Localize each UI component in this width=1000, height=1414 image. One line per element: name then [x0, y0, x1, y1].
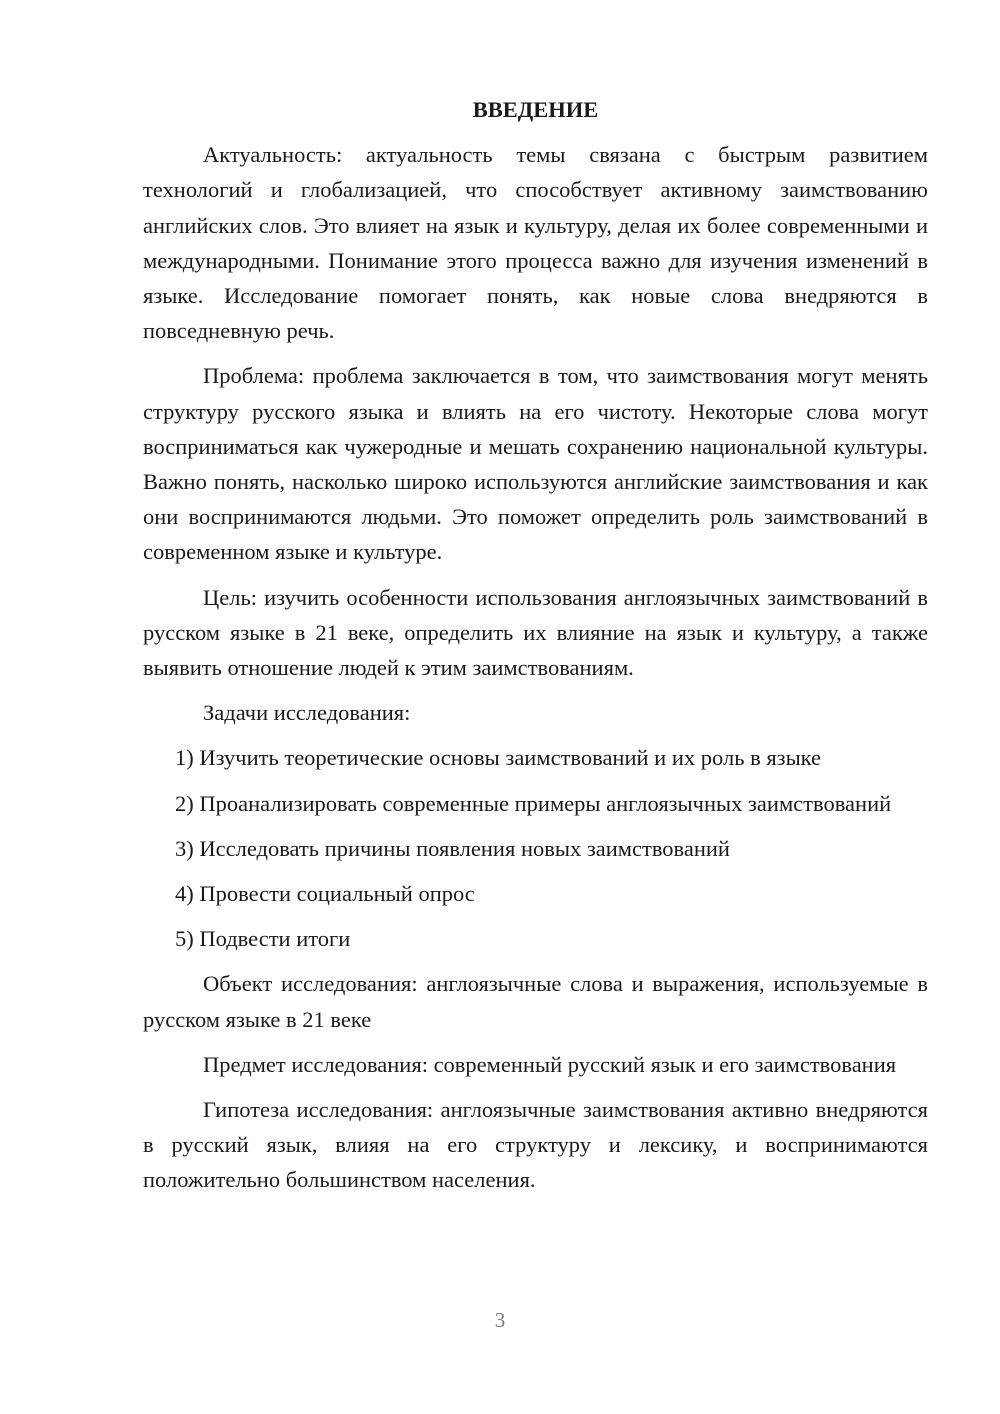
paragraph-goal: Цель: изучить особенности использования англоязычных заимствований в русском языке в 21 веке, определить их влияние на язык и культуру, а также выявить отношение людей к этим заимствованиям.	[143, 584, 928, 681]
tasks-heading: Задачи исследования:	[203, 700, 411, 726]
paragraph-hypothesis: Гипотеза исследования: англоязычные заимствования активно внедряются в русский язык, влияя на его структуру и лексику, и воспринимаются положительно большинством населения.	[143, 1097, 928, 1193]
paragraph-subject: Предмет исследования: современный русский язык и его заимствования	[203, 1051, 897, 1077]
page-number: 3	[494, 1308, 506, 1332]
document-page	[143, 92, 928, 1208]
task-item: 1) Изучить теоретические основы заимствований и их роль в языке	[175, 745, 822, 771]
task-item: 2) Проанализировать современные примеры англоязычных заимствований	[175, 790, 892, 816]
tasks-list	[143, 740, 928, 956]
paragraph-problem: Проблема: проблема заключается в том, что заимствования могут менять структуру русского языка и влиять на его чистоту. Некоторые слова могут восприниматься как чужеродные и мешать сохранению национальной культуры. Важно понять, насколько широко используются английские заимствования и как они воспринимаются людьми. Это поможет определить роль заимствований в современном языке и культуре.	[143, 363, 928, 565]
section-title: ВВЕДЕНИЕ	[472, 97, 599, 122]
task-item: 4) Провести социальный опрос	[175, 881, 475, 907]
task-item: 3) Исследовать причины появления новых заимствований	[175, 835, 730, 861]
paragraph-object: Объект исследования: англоязычные слова и выражения, используемые в русском языке в 21 веке	[143, 971, 928, 1032]
task-item: 5) Подвести итоги	[175, 926, 351, 952]
paragraph-relevance: Актуальность: актуальность темы связана с быстрым развитием технологий и глобализацией, что способствует активному заимствованию английских слов. Это влияет на язык и культуру, делая их более современными и международными. Понимание этого процесса важно для изучения изменений в языке. Исследование помогает понять, как новые слова внедряются в повседневную речь.	[143, 142, 928, 344]
